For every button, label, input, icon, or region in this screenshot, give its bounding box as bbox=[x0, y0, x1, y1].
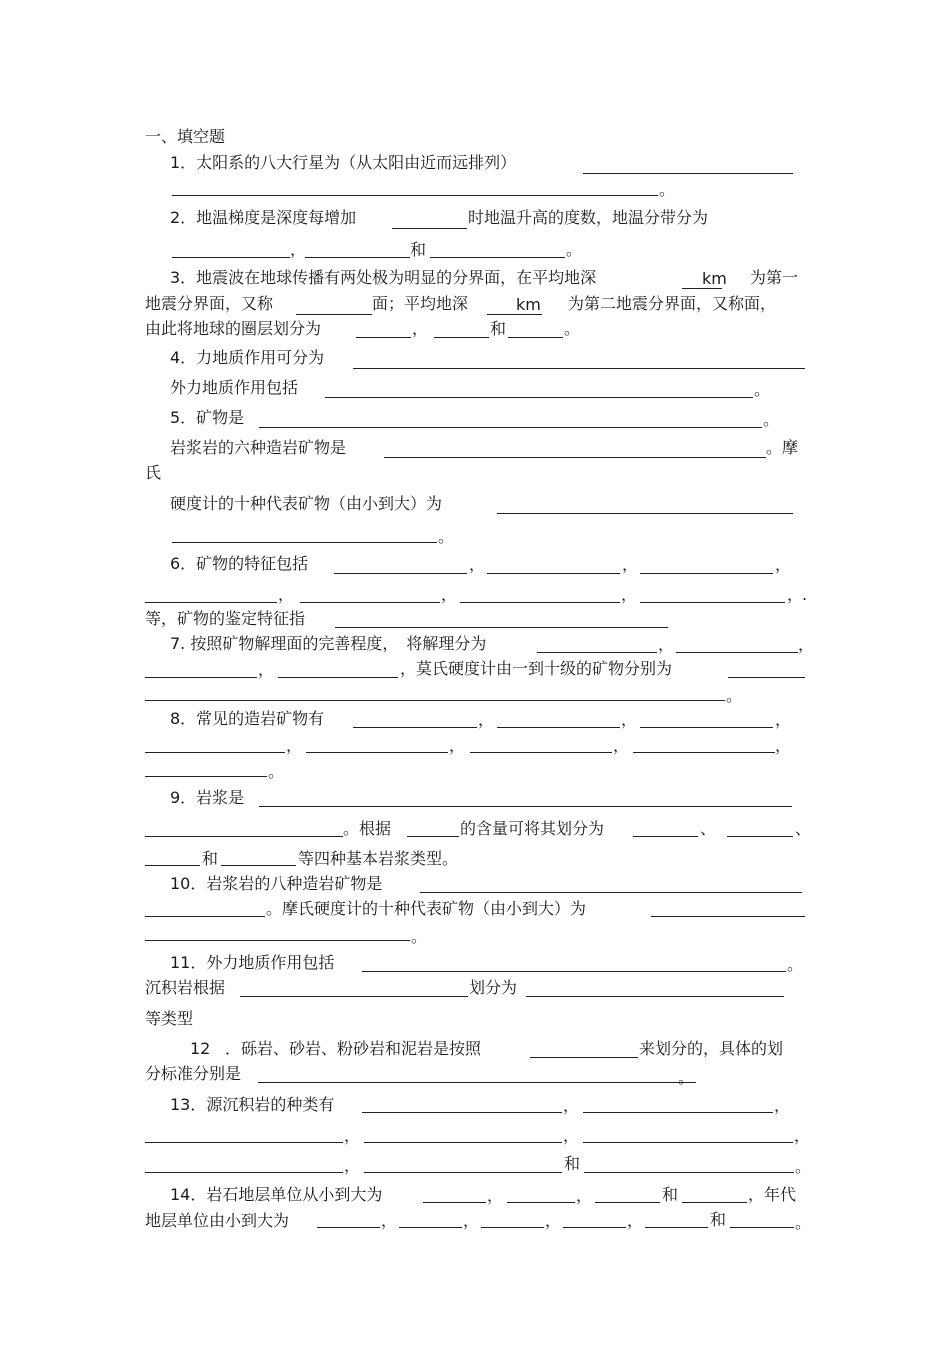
q13-comma: ， bbox=[344, 1156, 361, 1175]
q6-dot: . bbox=[802, 585, 808, 604]
q3-end: 。 bbox=[564, 319, 581, 338]
q8-blank[interactable] bbox=[145, 776, 267, 777]
q6-comma: ， bbox=[622, 555, 639, 574]
q13-comma: ， bbox=[774, 1096, 791, 1115]
q6-blank[interactable] bbox=[487, 573, 620, 574]
q14-and: 和 bbox=[662, 1185, 679, 1204]
q7-blank[interactable] bbox=[676, 652, 798, 653]
q9-text-a: 9．岩浆是 bbox=[170, 788, 245, 807]
q13-end: 。 bbox=[795, 1157, 812, 1176]
q14-blank[interactable] bbox=[399, 1227, 462, 1228]
q10-blank-2[interactable] bbox=[145, 916, 265, 917]
q13-blank[interactable] bbox=[362, 1112, 562, 1113]
q9-blank-4[interactable] bbox=[633, 836, 698, 837]
q11-text-a: 11．外力地质作用包括 bbox=[170, 953, 335, 972]
q1-blank-2[interactable] bbox=[172, 195, 658, 196]
q3-blank-5[interactable] bbox=[508, 337, 563, 338]
q9-and: 和 bbox=[202, 849, 219, 868]
q6-text-a: 6．矿物的特征包括 bbox=[170, 554, 309, 573]
q14-blank[interactable] bbox=[595, 1202, 660, 1203]
q10-end: 。 bbox=[411, 927, 428, 946]
q10-blank-4[interactable] bbox=[145, 940, 410, 941]
q2-blank-1[interactable] bbox=[392, 228, 467, 229]
q14-comma: ， bbox=[627, 1211, 644, 1230]
q11-blank-1[interactable] bbox=[362, 971, 786, 972]
q5-blank-2[interactable] bbox=[384, 457, 766, 458]
q3-text-c: 地震分界面，又称 bbox=[145, 294, 274, 313]
q1-blank-1[interactable] bbox=[583, 173, 793, 174]
q12-text-a: ．砾岩、砂岩、粉砂岩和泥岩是按照 bbox=[225, 1039, 482, 1058]
q14-and: 和 bbox=[710, 1210, 727, 1229]
q3-text-a: 3．地震波在地球传播有两处极为明显的分界面，在平均地深 bbox=[170, 268, 597, 287]
q14-blank[interactable] bbox=[317, 1227, 380, 1228]
q5-text-b: 岩浆岩的六种造岩矿物是 bbox=[170, 438, 347, 457]
q6-blank[interactable] bbox=[145, 602, 277, 603]
q13-blank[interactable] bbox=[583, 1112, 773, 1113]
q8-comma: ， bbox=[449, 736, 466, 755]
q12-number: 12 bbox=[190, 1039, 211, 1058]
q6-blank[interactable] bbox=[334, 573, 467, 574]
q13-blank[interactable] bbox=[145, 1142, 343, 1143]
q8-blank[interactable] bbox=[640, 727, 773, 728]
q6-blank[interactable] bbox=[640, 602, 785, 603]
q7-text-b: ，莫氏硬度计由一到十级的矿物分别为 bbox=[400, 659, 673, 678]
q9-blank-3[interactable] bbox=[407, 836, 459, 837]
q2-text-b: 时地温升高的度数，地温分带分为 bbox=[468, 208, 709, 227]
q9-blank-5[interactable] bbox=[727, 836, 793, 837]
q14-blank[interactable] bbox=[682, 1202, 747, 1203]
q3-km1: km bbox=[702, 269, 727, 288]
q8-comma: ， bbox=[621, 710, 638, 729]
q6-comma: ， bbox=[278, 585, 295, 604]
q7-blank[interactable] bbox=[728, 677, 805, 678]
q9-text-b: 。根据 bbox=[343, 819, 392, 838]
q9-sep: 、 bbox=[795, 819, 812, 838]
q2-end: 。 bbox=[566, 240, 583, 259]
q11-end: 。 bbox=[787, 955, 804, 974]
q4-text-b: 外力地质作用包括 bbox=[170, 378, 299, 397]
q8-blank[interactable] bbox=[145, 752, 285, 753]
q4-blank-2[interactable] bbox=[325, 397, 753, 398]
q14-end: 。 bbox=[795, 1213, 812, 1232]
q14-text-a: 14．岩石地层单位从小到大为 bbox=[170, 1185, 383, 1204]
q13-comma: ， bbox=[794, 1126, 811, 1145]
q12-text-b: 来划分的，具体的划 bbox=[639, 1039, 784, 1058]
q7-text-a: 7. 按照矿物解理面的完善程度， 将解理分为 bbox=[170, 634, 487, 653]
q8-end: 。 bbox=[268, 762, 285, 781]
q7-comma: ， bbox=[798, 635, 815, 654]
q5-blank-3[interactable] bbox=[497, 513, 793, 514]
q5-end-b: 。摩 bbox=[766, 438, 799, 457]
q8-comma: ， bbox=[775, 736, 792, 755]
q12-blank-1[interactable] bbox=[530, 1057, 638, 1058]
q8-blank[interactable] bbox=[497, 727, 620, 728]
q11-text-d: 等类型 bbox=[145, 1009, 194, 1028]
q8-comma: ， bbox=[775, 710, 792, 729]
q9-blank-1[interactable] bbox=[259, 806, 792, 807]
q2-comma: ， bbox=[290, 240, 307, 259]
q3-text-d: 面；平均地深 bbox=[372, 294, 469, 313]
q7-comma: ， bbox=[658, 635, 675, 654]
q6-comma: ， bbox=[775, 555, 792, 574]
q13-blank[interactable] bbox=[583, 1142, 793, 1143]
q14-blank[interactable] bbox=[730, 1227, 794, 1228]
q11-text-b: 沉积岩根据 bbox=[145, 978, 226, 997]
q13-comma: ， bbox=[563, 1096, 580, 1115]
section-title: 一、填空题 bbox=[145, 127, 226, 146]
q8-text-a: 8．常见的造岩矿物有 bbox=[170, 709, 325, 728]
q2-and: 和 bbox=[410, 240, 427, 259]
q14-comma: ， bbox=[381, 1211, 398, 1230]
q13-comma: ， bbox=[563, 1126, 580, 1145]
q4-end: 。 bbox=[754, 380, 771, 399]
q10-blank-1[interactable] bbox=[420, 892, 802, 893]
q5-wrap: 氏 bbox=[145, 463, 162, 482]
q3-and: 和 bbox=[490, 319, 507, 338]
q6-blank[interactable] bbox=[460, 602, 620, 603]
q14-comma: ， bbox=[545, 1211, 562, 1230]
q10-text-b: 。摩氏硬度计的十种代表矿物（由小到大）为 bbox=[266, 899, 587, 918]
q5-end-c: 。 bbox=[438, 527, 455, 546]
q7-blank[interactable] bbox=[145, 677, 257, 678]
q6-comma: ， bbox=[787, 585, 804, 604]
q8-blank[interactable] bbox=[470, 752, 612, 753]
q10-text-a: 10．岩浆岩的八种造岩矿物是 bbox=[170, 874, 383, 893]
q7-end: 。 bbox=[726, 686, 743, 705]
q8-blank[interactable] bbox=[353, 727, 477, 728]
q3-blank-3[interactable] bbox=[356, 337, 411, 338]
q14-blank[interactable] bbox=[481, 1227, 544, 1228]
q12-blank-2[interactable] bbox=[258, 1082, 696, 1083]
q3-blank-4[interactable] bbox=[434, 337, 489, 338]
q1-end: 。 bbox=[659, 180, 676, 199]
q2-text-a: 2．地温梯度是深度每增加 bbox=[170, 208, 357, 227]
q2-blank-2[interactable] bbox=[172, 257, 290, 258]
q11-blank-2[interactable] bbox=[240, 996, 468, 997]
q3-text-f: 由此将地球的圈层划分为 bbox=[145, 319, 322, 338]
q6-blank[interactable] bbox=[335, 627, 668, 628]
q2-blank-4[interactable] bbox=[430, 257, 565, 258]
q5-blank-1[interactable] bbox=[259, 427, 762, 428]
q3-comma: ， bbox=[412, 319, 429, 338]
q8-comma: ， bbox=[286, 736, 303, 755]
q1-text: 1．太阳系的八大行星为（从太阳由近而远排列） bbox=[170, 153, 517, 172]
q14-blank[interactable] bbox=[563, 1227, 626, 1228]
q7-blank[interactable] bbox=[278, 677, 398, 678]
q14-comma: ， bbox=[576, 1186, 593, 1205]
q11-text-c: 划分为 bbox=[469, 978, 518, 997]
q9-blank-6[interactable] bbox=[145, 865, 200, 866]
q14-text-b: ，年代 bbox=[748, 1185, 797, 1204]
q7-blank[interactable] bbox=[537, 652, 657, 653]
q4-blank-1[interactable] bbox=[353, 368, 805, 369]
q5-blank-4[interactable] bbox=[172, 542, 437, 543]
q3-km2: km bbox=[516, 295, 541, 314]
q14-blank[interactable] bbox=[423, 1202, 486, 1203]
q6-text-b: 等，矿物的鉴定特征指 bbox=[145, 609, 306, 628]
q13-comma: ， bbox=[344, 1126, 361, 1145]
q13-text-a: 13．源沉积岩的种类有 bbox=[170, 1095, 335, 1114]
q8-comma: ， bbox=[478, 710, 495, 729]
q3-text-e: 为第二地震分界面，又称面， bbox=[568, 294, 777, 313]
q5-text-c: 硬度计的十种代表矿物（由小到大）为 bbox=[170, 494, 443, 513]
q13-blank[interactable] bbox=[364, 1142, 562, 1143]
q6-blank[interactable] bbox=[640, 573, 773, 574]
q6-comma: ， bbox=[621, 585, 638, 604]
q13-and: 和 bbox=[564, 1154, 581, 1173]
q10-blank-3[interactable] bbox=[651, 916, 805, 917]
q9-text-c: 的含量可将其划分为 bbox=[460, 819, 605, 838]
q6-comma: ， bbox=[441, 585, 458, 604]
q7-comma: ， bbox=[258, 660, 275, 679]
q9-sep: 、 bbox=[700, 819, 717, 838]
q14-blank[interactable] bbox=[645, 1227, 708, 1228]
q5-end-a: 。 bbox=[763, 410, 780, 429]
q2-blank-3[interactable] bbox=[305, 257, 410, 258]
q14-blank[interactable] bbox=[507, 1202, 575, 1203]
q3-text-b: 为第一 bbox=[750, 268, 799, 287]
q12-text-c: 分标准分别是 bbox=[145, 1064, 242, 1083]
q14-comma: ， bbox=[487, 1186, 504, 1205]
q9-blank-2[interactable] bbox=[145, 836, 343, 837]
q8-comma: ， bbox=[613, 736, 630, 755]
q3-blank-2[interactable] bbox=[296, 314, 372, 315]
q13-blank[interactable] bbox=[145, 1172, 343, 1173]
q6-comma: ， bbox=[469, 555, 486, 574]
q8-blank[interactable] bbox=[633, 752, 775, 753]
q12-end: 。 bbox=[678, 1068, 695, 1087]
q14-comma: ， bbox=[463, 1211, 480, 1230]
q14-text-c: 地层单位由小到大为 bbox=[145, 1211, 290, 1230]
q7-blank[interactable] bbox=[145, 700, 725, 701]
q13-blank[interactable] bbox=[584, 1172, 794, 1173]
q6-blank[interactable] bbox=[300, 602, 440, 603]
q11-blank-3[interactable] bbox=[526, 996, 784, 997]
q9-blank-7[interactable] bbox=[221, 865, 296, 866]
q5-text-a: 5．矿物是 bbox=[170, 408, 245, 427]
q8-blank[interactable] bbox=[306, 752, 448, 753]
q4-text-a: 4．力地质作用可分为 bbox=[170, 348, 325, 367]
q9-text-f: 等四种基本岩浆类型。 bbox=[298, 849, 459, 868]
q13-blank[interactable] bbox=[364, 1172, 562, 1173]
